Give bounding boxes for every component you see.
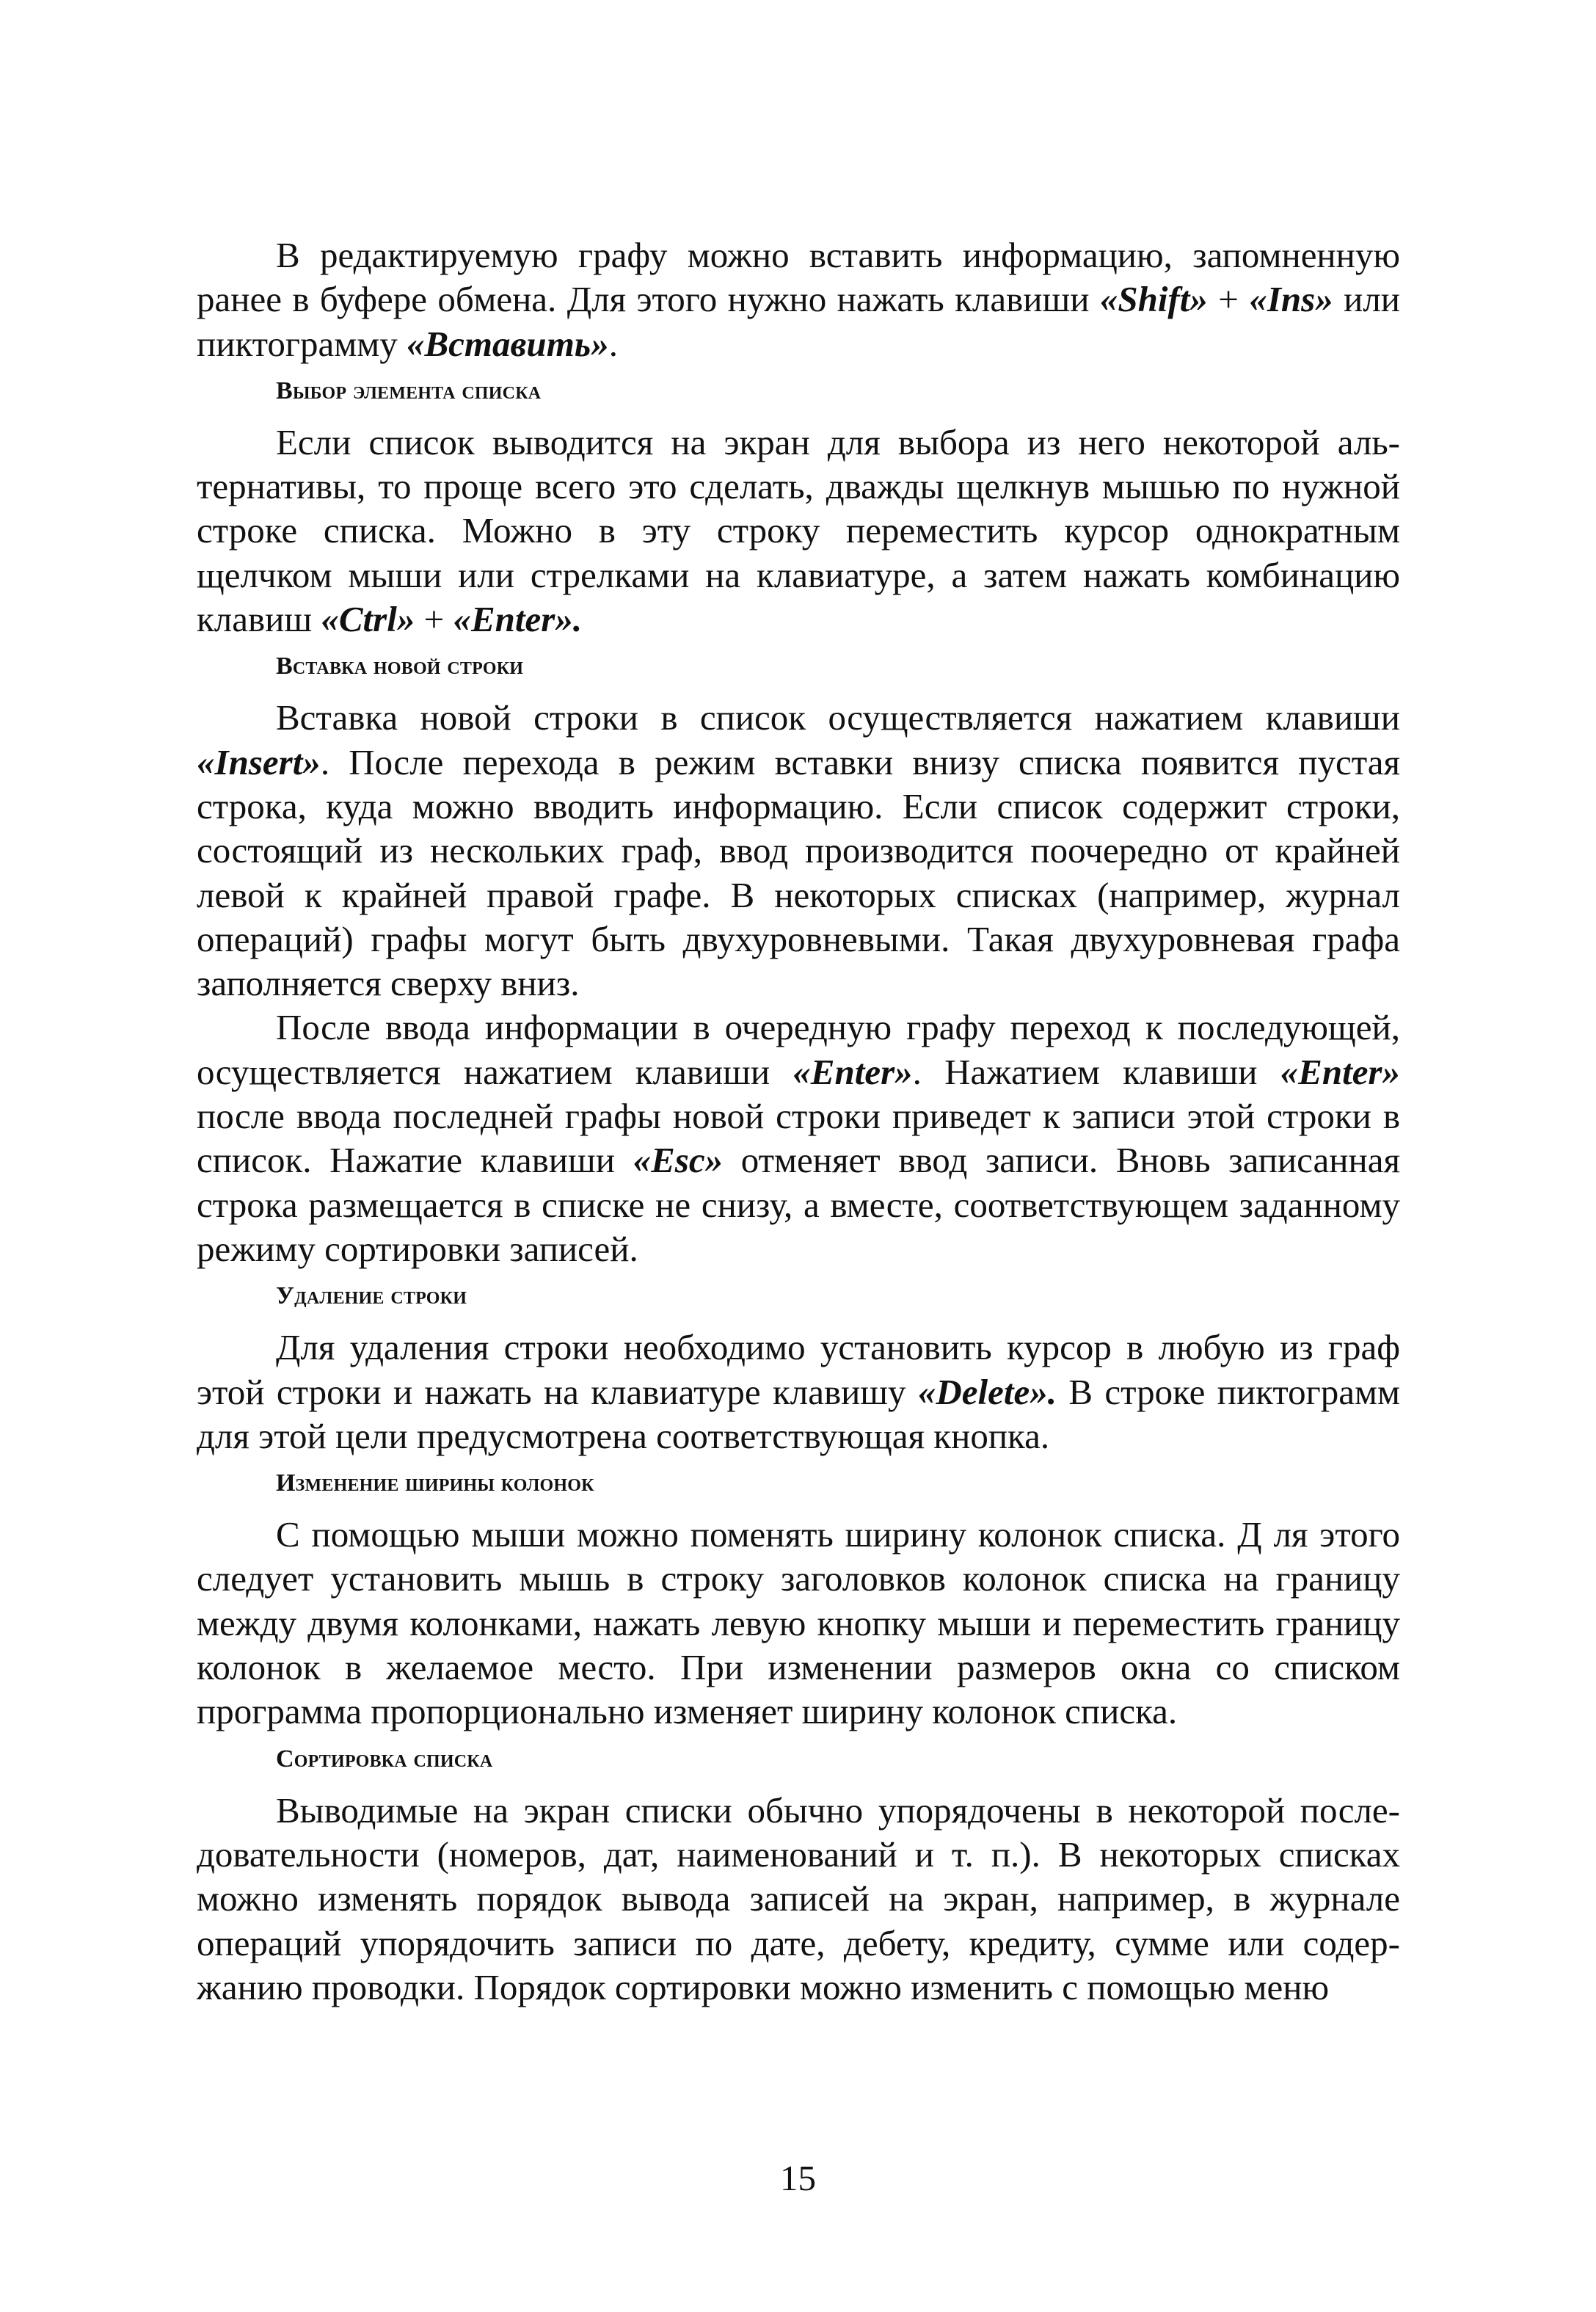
text-run: после ввода последней графы новой строки приведет к записи этой строки в список. Нажатие клавиши xyxy=(197,1096,1400,1181)
paragraph-column-width: С помощью мыши можно поменять ширину колонок списка. Д ля этого следует установить мышь в строку заголовков колонок списка на границу между двумя колонками, нажать левую кнопку мыши и переместить границу колонок в желаемое место. При изменении размеров окна со списком программа пропорционально изменяет ширину колонок списка. xyxy=(197,1514,1400,1732)
key-ins: «Ins» xyxy=(1249,279,1333,320)
paragraph-clipboard xyxy=(197,233,1400,366)
paragraph-insert-row-2 xyxy=(197,1006,1400,1271)
key-enter: «Enter» xyxy=(1280,1051,1401,1092)
page-number: 15 xyxy=(780,2158,816,2198)
paragraph-delete-row xyxy=(197,1326,1400,1458)
key-delete: «Delete». xyxy=(917,1371,1057,1412)
text-run: или пиктограмму xyxy=(197,279,1400,364)
text-run: После ввода информации в очередную графу переход к последующей, осуществляется нажатием клавиши xyxy=(197,1007,1400,1092)
heading-delete-row: Удаление строки xyxy=(276,1282,467,1310)
heading-select-item: Выбор элемента списка xyxy=(276,377,542,404)
paragraph-sort-list: Выводимые на экран списки обычно упорядочены в некоторой последовательности (номеров, дат, наименований и т. п.). В некоторых списках можно изменять порядок вывода записей на экран, например, в журнале операций упорядочить записи по дате, дебету, кредиту, сумме или содержанию проводки. Порядок сортировки можно изменить с помощью меню xyxy=(197,1789,1400,2007)
heading-insert-row: Вставка новой строки xyxy=(276,652,524,680)
paragraph-insert-row-1 xyxy=(197,696,1400,1006)
key-shift: «Shift» xyxy=(1099,279,1208,320)
paragraph-select-item xyxy=(197,421,1400,641)
heading-sort-list: Сортировка списка xyxy=(276,1745,493,1773)
icon-label-paste: «Вставить» xyxy=(407,323,609,364)
text-run: Вставка новой строки в список осуществляется нажатием клавиши xyxy=(276,697,1400,738)
text-run: В строке пиктограмм для этой цели предусмотрена соответствующая кнопка. xyxy=(197,1371,1400,1456)
text-run: + xyxy=(415,599,453,640)
text-run: Если список выводится на экран для выбора из него некоторой альтернативы, то проще всего это сделать, дважды щелкнув мышью по нужной строке списка. Можно в эту строку переместить курсор однократным щелчком мыши или стрелками на клавиатуре, а затем нажать комбинацию клавиш xyxy=(197,421,1400,640)
key-enter: «Enter». xyxy=(453,599,583,640)
key-insert: «Insert» xyxy=(197,741,321,782)
text-run: . После перехода в режим вставки внизу списка появится пустая строка, куда можно вводить информацию. Если список содержит строки, состоящий из нескольких граф, ввод производится поочередно от крайней левой к крайней правой графе. В некоторых списках (например, журнал операций) графы могут быть двухуровневыми. Такая двухуровневая графа заполняется сверху вниз. xyxy=(197,741,1400,1004)
text-run: . Нажатием клавиши xyxy=(912,1051,1280,1092)
heading-column-width: Изменение ширины колонок xyxy=(276,1469,594,1497)
text-run: В редактируемую графу можно вставить информацию, запомненную ранее в буфере обмена. Для этого нужно нажать клавиши xyxy=(197,235,1400,320)
text-run: . xyxy=(608,323,618,364)
page-body xyxy=(197,233,1400,2010)
text-run: Для удаления строки необходимо установить курсор в любую из граф этой строки и нажать на клавиатуре клавишу xyxy=(197,1327,1400,1412)
key-esc: «Esc» xyxy=(633,1140,724,1181)
key-enter: «Enter» xyxy=(792,1051,913,1092)
text-run: + xyxy=(1207,279,1250,320)
text-run: отменяет ввод записи. Вновь записанная строка размещается в списке не снизу, а вместе, соответствующем заданному режиму сортировки записей. xyxy=(197,1140,1400,1269)
key-ctrl: «Ctrl» xyxy=(321,599,415,640)
